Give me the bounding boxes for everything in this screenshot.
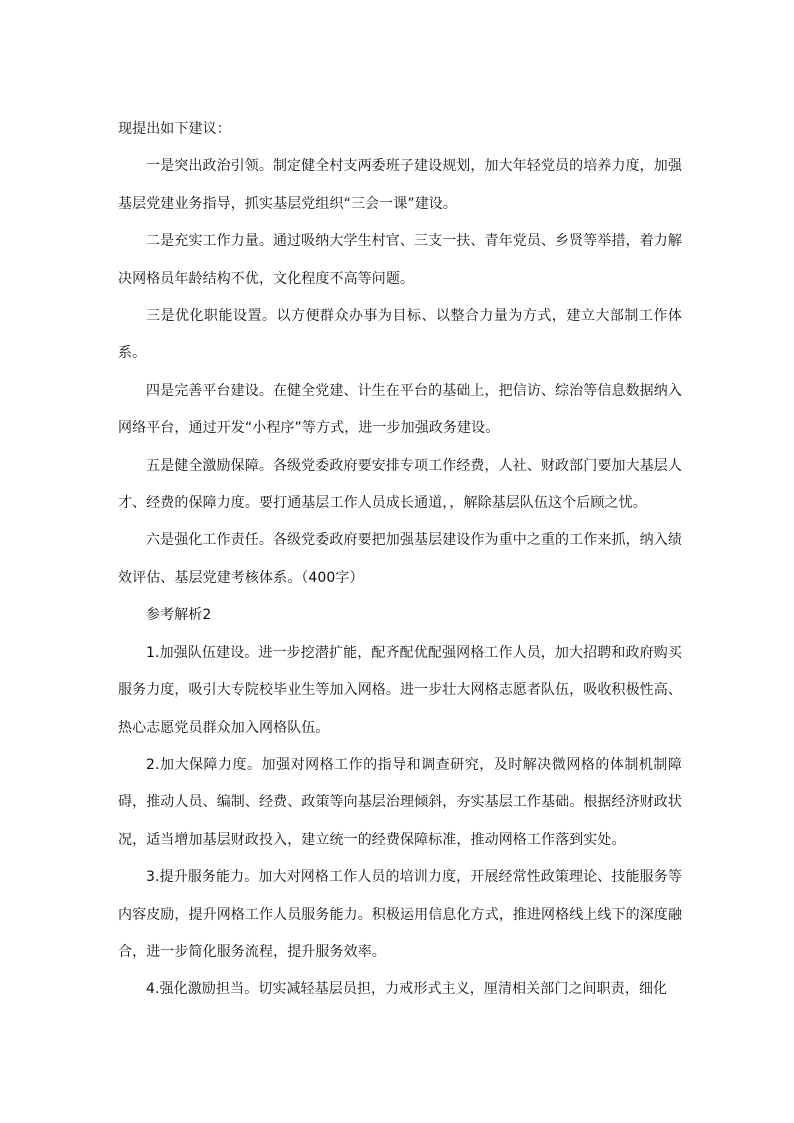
analysis-paragraph-2: 2.加大保障力度。加强对网格工作的指导和调查研究，及时解决微网格的体制机制障碍，推动人员、编制、经费、政策等向基层治理倾斜，夯实基层工作基础。根据经济财政状况，适当增加基层财政投入，建立统一的经费保障标准，推动网格工作落到实处。: [118, 756, 682, 848]
suggestion-paragraph-6: 六是强化工作责任。各级党委政府要把加强基层建设作为重中之重的工作来抓，纳入绩效评估、基层党建考核体系。（400字）: [118, 532, 682, 586]
suggestion-paragraph-3: 三是优化职能设置。以方便群众办事为目标、以整合力量为方式，建立大部制工作体系。: [118, 308, 682, 362]
document-body: [118, 111, 682, 1009]
suggestion-paragraph-5: 五是健全激励保障。各级党委政府要安排专项工作经费，人社、财政部门要加大基层人才、经费的保障力度。要打通基层工作人员成长通道，，解除基层队伍这个后顾之忧。: [118, 457, 682, 512]
analysis-paragraph-4: 4.强化激励担当。切实减轻基层员担，力戒形式主义，厘清相关部门之间职责，细化: [146, 981, 668, 998]
suggestion-paragraph-1: 一是突出政治引领。制定健全村支两委班子建设规划，加大年轻党员的培养力度，加强基层党建业务指导，抓实基层党组织“三会一课”建设。: [118, 158, 682, 212]
analysis-paragraph-3: 3.提升服务能力。加大对网格工作人员的培训力度，开展经常性政策理论、技能服务等内容皮励，提升网格工作人员服务能力。积极运用信息化方式，推进网格线上线下的深度融合，进一步简化服务流程，提升服务效率。: [118, 869, 682, 960]
analysis-paragraph-1: 1.加强队伍建设。进一步挖潜扩能，配齐配优配强网格工作人员，加大招聘和政府购买服务力度，吸引大专院校毕业生等加入网格。进一步壮大网格志愿者队伍，吸收积极性高、热心志愿党员群众加入网格队伍。: [118, 644, 682, 736]
suggestion-paragraph-4: 四是完善平台建设。在健全党建、计生在平台的基础上，把信访、综治等信息数据纳入网络平台，通过开发“小程序”等方式，进一步加强政务建设。: [118, 382, 682, 437]
suggestion-paragraph-2: 二是充实工作力量。通过吸纳大学生村官、三支一扶、青年党员、乡贤等举措，着力解决网格员年龄结构不优，文化程度不高等问题。: [118, 233, 682, 287]
intro-paragraph: 现提出如下建议：: [118, 121, 231, 137]
section-heading: 参考解析2: [146, 607, 212, 624]
